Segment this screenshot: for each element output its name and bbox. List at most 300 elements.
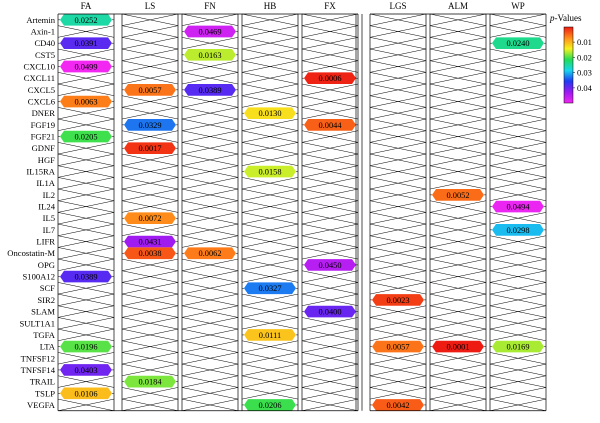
- heatmap-cell-empty: [370, 247, 426, 259]
- heatmap-cell-empty: [430, 84, 486, 96]
- heatmap-cell-empty: [490, 271, 546, 283]
- heatmap-cell-empty: [370, 96, 426, 108]
- row-label: Axin-1: [30, 26, 55, 37]
- heatmap-cell-empty: [370, 49, 426, 61]
- row-label: IL2: [42, 189, 55, 200]
- row-label: TNFSF12: [20, 353, 55, 364]
- heatmap-cell-empty: [302, 247, 358, 259]
- column-label-alm: ALM: [448, 1, 468, 11]
- heatmap-cell-empty: [122, 224, 178, 236]
- heatmap-cell-empty: [490, 72, 546, 84]
- heatmap-cell-empty: [182, 201, 238, 213]
- heatmap-cell-empty: [302, 107, 358, 119]
- heatmap-cell-empty: [302, 212, 358, 224]
- heatmap-cell-empty: [430, 37, 486, 49]
- heatmap-cell-empty: [58, 212, 114, 224]
- row-label: CST5: [34, 49, 55, 60]
- heatmap-cell-empty: [302, 84, 358, 96]
- column-labels: [81, 1, 525, 11]
- heatmap-cell-value: [302, 119, 358, 131]
- cell-value-label: 0.0006: [318, 74, 342, 84]
- heatmap-cell-empty: [302, 236, 358, 248]
- heatmap-cell-empty: [490, 142, 546, 154]
- heatmap-cell-empty: [182, 352, 238, 364]
- heatmap-cell-empty: [370, 212, 426, 224]
- heatmap-cell-empty: [58, 201, 114, 213]
- heatmap-cell-empty: [242, 376, 298, 388]
- heatmap-cell-empty: [58, 259, 114, 271]
- cell-value-label: 0.0450: [318, 260, 342, 270]
- row-label: CXCL5: [27, 84, 55, 95]
- heatmap-cell-empty: [122, 49, 178, 61]
- heatmap-cell-empty: [430, 317, 486, 329]
- row-label: SIR2: [37, 294, 55, 305]
- colorbar-legend: [549, 13, 593, 103]
- heatmap-cell-empty: [182, 341, 238, 353]
- heatmap-cell-value: [58, 96, 114, 108]
- heatmap-cell-empty: [490, 364, 546, 376]
- heatmap-cell-empty: [370, 14, 426, 26]
- cell-value-label: 0.0494: [506, 202, 530, 212]
- heatmap-cell-empty: [430, 166, 486, 178]
- heatmap-cell-empty: [242, 364, 298, 376]
- heatmap-cell-empty: [490, 154, 546, 166]
- row-label: IL7: [42, 224, 55, 235]
- heatmap-cell-empty: [430, 26, 486, 38]
- heatmap-cell-empty: [182, 399, 238, 411]
- heatmap-cell-empty: [490, 306, 546, 318]
- heatmap-cell-empty: [370, 201, 426, 213]
- heatmap-cell-value: [182, 247, 238, 259]
- colorbar-tick-label: 0.02: [577, 52, 592, 63]
- heatmap-cell-empty: [182, 96, 238, 108]
- heatmap-cell-empty: [370, 84, 426, 96]
- heatmap-cell-value: [490, 201, 546, 213]
- heatmap-cell-empty: [242, 142, 298, 154]
- heatmap-cell-empty: [182, 306, 238, 318]
- heatmap-cell-empty: [302, 189, 358, 201]
- heatmap-cell-empty: [430, 306, 486, 318]
- heatmap-cell-empty: [370, 142, 426, 154]
- heatmap-cell-empty: [490, 282, 546, 294]
- cell-value-label: 0.0063: [74, 97, 98, 107]
- heatmap-cell-value: [430, 189, 486, 201]
- cell-value-label: 0.0205: [74, 132, 98, 142]
- heatmap-cell-value: [182, 49, 238, 61]
- heatmap-cell-empty: [490, 317, 546, 329]
- heatmap-cell-empty: [242, 49, 298, 61]
- column-label-fa: FA: [80, 1, 92, 11]
- heatmap-cell-empty: [122, 201, 178, 213]
- heatmap-cell-empty: [302, 294, 358, 306]
- heatmap-cell-empty: [182, 259, 238, 271]
- row-label: IL5: [42, 213, 55, 224]
- row-label: CXCL6: [27, 96, 55, 107]
- heatmap-cell-empty: [302, 154, 358, 166]
- heatmap-cell-empty: [430, 247, 486, 259]
- row-label: GDNF: [31, 143, 55, 154]
- heatmap-cell-empty: [490, 212, 546, 224]
- cell-value-label: 0.0017: [138, 144, 162, 154]
- heatmap-cell-empty: [58, 399, 114, 411]
- cell-value-label: 0.0163: [198, 50, 222, 60]
- row-label: FGF21: [30, 131, 55, 142]
- heatmap-cell-empty: [370, 72, 426, 84]
- heatmap-cell-empty: [182, 119, 238, 131]
- heatmap-cell-empty: [58, 329, 114, 341]
- heatmap-cell-empty: [122, 37, 178, 49]
- heatmap-cell-empty: [122, 341, 178, 353]
- row-label: Artemin: [26, 14, 55, 25]
- heatmap-cell-empty: [58, 26, 114, 38]
- heatmap-cell-value: [242, 329, 298, 341]
- heatmap-cell-empty: [430, 259, 486, 271]
- heatmap-cell-empty: [122, 26, 178, 38]
- heatmap-cell-empty: [490, 247, 546, 259]
- row-label: DNER: [31, 108, 55, 119]
- heatmap-cell-empty: [302, 341, 358, 353]
- heatmap-cell-empty: [122, 166, 178, 178]
- heatmap-cell-empty: [58, 142, 114, 154]
- heatmap-cell-empty: [370, 306, 426, 318]
- heatmap-cell-empty: [182, 72, 238, 84]
- heatmap-cell-empty: [490, 96, 546, 108]
- heatmap-cell-empty: [122, 306, 178, 318]
- row-label: TNFSF14: [20, 364, 55, 375]
- heatmap-cell-empty: [122, 107, 178, 119]
- heatmap-cell-empty: [182, 131, 238, 143]
- heatmap-cell-empty: [242, 37, 298, 49]
- cell-value-label: 0.0389: [74, 272, 98, 282]
- heatmap-cell-empty: [302, 14, 358, 26]
- heatmap-cell-empty: [242, 177, 298, 189]
- heatmap-cell-empty: [490, 236, 546, 248]
- heatmap-cell-value: [370, 399, 426, 411]
- row-label: S100A12: [22, 271, 55, 282]
- cell-value-label: 0.0206: [258, 400, 282, 410]
- heatmap-cell-empty: [182, 236, 238, 248]
- row-label: VEGFA: [26, 399, 55, 410]
- heatmap-cell-empty: [430, 14, 486, 26]
- heatmap-cell-value: [490, 37, 546, 49]
- cell-value-label: 0.0431: [138, 237, 162, 247]
- heatmap-cell-empty: [490, 259, 546, 271]
- heatmap-cell-empty: [370, 329, 426, 341]
- heatmap-cell-empty: [58, 72, 114, 84]
- heatmap-cell-empty: [182, 166, 238, 178]
- heatmap-cell-empty: [490, 107, 546, 119]
- heatmap-cell-empty: [122, 282, 178, 294]
- heatmap-cell-empty: [490, 61, 546, 73]
- heatmap-cell-empty: [430, 107, 486, 119]
- heatmap-cell-empty: [58, 154, 114, 166]
- heatmap-cell-empty: [58, 282, 114, 294]
- cell-value-label: 0.0240: [506, 39, 530, 49]
- heatmap-cell-empty: [490, 376, 546, 388]
- heatmap-cell-empty: [370, 352, 426, 364]
- heatmap-cell-empty: [58, 177, 114, 189]
- heatmap-grid: [58, 14, 546, 411]
- heatmap-cell-value: [122, 236, 178, 248]
- heatmap-cell-empty: [182, 177, 238, 189]
- heatmap-cell-empty: [302, 177, 358, 189]
- cell-value-label: 0.0469: [198, 27, 222, 37]
- heatmap-cell-empty: [182, 317, 238, 329]
- heatmap-cell-empty: [302, 131, 358, 143]
- cell-value-label: 0.0499: [74, 62, 98, 72]
- colorbar-tick-label: 0.04: [577, 82, 592, 93]
- cell-value-label: 0.0062: [198, 249, 222, 259]
- heatmap-cell-value: [242, 107, 298, 119]
- heatmap-cell-empty: [302, 376, 358, 388]
- heatmap-cell-empty: [370, 376, 426, 388]
- heatmap-cell-empty: [122, 96, 178, 108]
- heatmap-cell-empty: [370, 119, 426, 131]
- heatmap-cell-empty: [370, 387, 426, 399]
- heatmap-cell-empty: [122, 364, 178, 376]
- heatmap-cell-empty: [242, 387, 298, 399]
- heatmap-cell-empty: [58, 84, 114, 96]
- cell-value-label: 0.0252: [74, 15, 98, 25]
- heatmap-cell-empty: [430, 212, 486, 224]
- heatmap-cell-empty: [370, 271, 426, 283]
- heatmap-cell-empty: [58, 306, 114, 318]
- heatmap-cell-empty: [58, 224, 114, 236]
- row-label: IL1A: [36, 178, 55, 189]
- row-label: HGF: [37, 154, 55, 165]
- cell-value-label: 0.0038: [138, 249, 162, 259]
- cell-value-label: 0.0403: [74, 365, 98, 375]
- heatmap-cell-empty: [302, 61, 358, 73]
- row-label: CD40: [34, 38, 55, 49]
- heatmap-cell-empty: [182, 224, 238, 236]
- cell-value-label: 0.0327: [258, 284, 282, 294]
- heatmap-cell-value: [122, 84, 178, 96]
- cell-value-label: 0.0042: [386, 400, 410, 410]
- heatmap-cell-value: [122, 376, 178, 388]
- heatmap-cell-empty: [182, 142, 238, 154]
- heatmap-cell-empty: [490, 352, 546, 364]
- row-labels: [7, 15, 56, 410]
- heatmap-cell-empty: [122, 72, 178, 84]
- heatmap-cell-empty: [242, 154, 298, 166]
- heatmap-cell-empty: [370, 61, 426, 73]
- heatmap-cell-value: [58, 364, 114, 376]
- heatmap-cell-empty: [242, 352, 298, 364]
- heatmap-cell-empty: [242, 247, 298, 259]
- heatmap-cell-empty: [430, 387, 486, 399]
- heatmap-cell-empty: [370, 37, 426, 49]
- heatmap-cell-empty: [242, 72, 298, 84]
- heatmap-cell-empty: [430, 352, 486, 364]
- heatmap-cell-empty: [430, 294, 486, 306]
- column-label-hb: HB: [263, 1, 277, 11]
- heatmap-cell-empty: [242, 259, 298, 271]
- heatmap-cell-empty: [58, 107, 114, 119]
- heatmap-cell-empty: [58, 166, 114, 178]
- heatmap-cell-empty: [490, 177, 546, 189]
- heatmap-cell-empty: [122, 189, 178, 201]
- heatmap-cell-value: [242, 399, 298, 411]
- heatmap-cell-empty: [302, 224, 358, 236]
- heatmap-cell-empty: [242, 96, 298, 108]
- heatmap-cell-empty: [490, 387, 546, 399]
- row-label: TSLP: [34, 388, 55, 399]
- heatmap-cell-empty: [370, 317, 426, 329]
- heatmap-cell-empty: [242, 317, 298, 329]
- heatmap-cell-empty: [302, 37, 358, 49]
- row-label: TRAIL: [29, 376, 55, 387]
- heatmap-cell-empty: [182, 37, 238, 49]
- heatmap-cell-empty: [370, 189, 426, 201]
- row-label: FGF19: [30, 119, 55, 130]
- heatmap-cell-empty: [122, 271, 178, 283]
- heatmap-cell-value: [430, 341, 486, 353]
- heatmap-cell-empty: [302, 96, 358, 108]
- heatmap-cell-value: [302, 259, 358, 271]
- heatmap-cell-value: [58, 341, 114, 353]
- heatmap-cell-empty: [370, 364, 426, 376]
- heatmap-cell-empty: [242, 14, 298, 26]
- heatmap-cell-empty: [302, 352, 358, 364]
- heatmap-cell-empty: [122, 61, 178, 73]
- row-label: CXCL11: [23, 73, 55, 84]
- column-label-fx: FX: [324, 1, 336, 11]
- heatmap-cell-value: [182, 26, 238, 38]
- heatmap-cell-empty: [302, 26, 358, 38]
- row-label: CXCL10: [23, 61, 55, 72]
- heatmap-cell-value: [302, 72, 358, 84]
- heatmap-cell-empty: [182, 61, 238, 73]
- colorbar-tick-label: 0.01: [577, 37, 592, 48]
- heatmap-cell-empty: [430, 224, 486, 236]
- heatmap-cell-empty: [370, 224, 426, 236]
- cell-value-label: 0.0158: [258, 167, 282, 177]
- heatmap-cell-empty: [430, 61, 486, 73]
- heatmap-cell-empty: [182, 271, 238, 283]
- heatmap-cell-empty: [370, 177, 426, 189]
- cell-value-label: 0.0044: [318, 120, 342, 130]
- heatmap-cell-empty: [302, 364, 358, 376]
- heatmap-cell-empty: [122, 259, 178, 271]
- heatmap-cell-empty: [370, 26, 426, 38]
- heatmap-cell-empty: [490, 14, 546, 26]
- heatmap-cell-empty: [58, 119, 114, 131]
- heatmap-cell-empty: [182, 282, 238, 294]
- heatmap-cell-empty: [430, 49, 486, 61]
- heatmap-cell-value: [58, 37, 114, 49]
- heatmap-cell-empty: [430, 376, 486, 388]
- heatmap-cell-empty: [490, 49, 546, 61]
- cell-value-label: 0.0329: [138, 120, 162, 130]
- heatmap-cell-empty: [58, 317, 114, 329]
- cell-value-label: 0.0298: [506, 225, 530, 235]
- heatmap-cell-empty: [122, 14, 178, 26]
- heatmap-cell-empty: [430, 329, 486, 341]
- heatmap-cell-empty: [430, 142, 486, 154]
- heatmap-cell-empty: [490, 399, 546, 411]
- cell-value-label: 0.0106: [74, 389, 98, 399]
- heatmap-cell-empty: [430, 399, 486, 411]
- row-label: SCF: [39, 283, 55, 294]
- heatmap-cell-empty: [242, 61, 298, 73]
- heatmap-cell-empty: [370, 131, 426, 143]
- heatmap-cell-empty: [490, 166, 546, 178]
- heatmap-cell-empty: [302, 399, 358, 411]
- row-label: SULT1A1: [19, 318, 55, 329]
- heatmap-cell-empty: [242, 131, 298, 143]
- heatmap-cell-empty: [430, 201, 486, 213]
- heatmap-cell-value: [490, 224, 546, 236]
- row-label: IL24: [38, 201, 55, 212]
- heatmap-cell-empty: [242, 119, 298, 131]
- heatmap-cell-empty: [430, 177, 486, 189]
- cell-value-label: 0.0391: [74, 39, 98, 49]
- heatmap-cell-empty: [58, 49, 114, 61]
- row-label: LTA: [39, 341, 55, 352]
- heatmap-cell-empty: [58, 189, 114, 201]
- heatmap-cell-empty: [302, 282, 358, 294]
- heatmap-cell-value: [58, 61, 114, 73]
- column-label-wp: WP: [511, 1, 525, 11]
- heatmap-cell-empty: [182, 189, 238, 201]
- heatmap-cell-empty: [302, 166, 358, 178]
- heatmap-cell-empty: [58, 247, 114, 259]
- heatmap-cell-empty: [242, 201, 298, 213]
- heatmap-cell-empty: [242, 224, 298, 236]
- row-label: OPG: [37, 259, 55, 270]
- heatmap-cell-empty: [302, 142, 358, 154]
- heatmap-cell-empty: [122, 329, 178, 341]
- heatmap-cell-value: [490, 341, 546, 353]
- heatmap-cell-empty: [370, 154, 426, 166]
- heatmap-cell-empty: [490, 119, 546, 131]
- column-label-ls: LS: [144, 1, 156, 11]
- cell-value-label: 0.0057: [138, 85, 162, 95]
- cell-value-label: 0.0072: [138, 214, 162, 224]
- cell-value-label: 0.0400: [318, 307, 342, 317]
- colorbar-gradient: [564, 27, 573, 103]
- heatmap-cell-value: [370, 341, 426, 353]
- heatmap-cell-empty: [122, 177, 178, 189]
- heatmap-cell-empty: [242, 236, 298, 248]
- heatmap-cell-empty: [242, 189, 298, 201]
- cell-value-label: 0.0169: [506, 342, 530, 352]
- heatmap-cell-empty: [242, 306, 298, 318]
- heatmap-cell-empty: [430, 271, 486, 283]
- heatmap-cell-empty: [430, 364, 486, 376]
- heatmap-cell-empty: [430, 154, 486, 166]
- heatmap-cell-empty: [242, 212, 298, 224]
- heatmap-cell-empty: [490, 329, 546, 341]
- cell-value-label: 0.0052: [446, 190, 470, 200]
- heatmap-cell-value: [58, 387, 114, 399]
- heatmap-cell-empty: [182, 294, 238, 306]
- heatmap-cell-empty: [58, 236, 114, 248]
- heatmap-cell-empty: [242, 294, 298, 306]
- cell-value-label: 0.0130: [258, 109, 282, 119]
- heatmap-cell-empty: [122, 387, 178, 399]
- heatmap-cell-empty: [302, 317, 358, 329]
- heatmap-cell-value: [182, 84, 238, 96]
- heatmap-cell-value: [242, 282, 298, 294]
- heatmap-cell-empty: [58, 376, 114, 388]
- heatmap-cell-empty: [122, 131, 178, 143]
- heatmap-cell-value: [122, 142, 178, 154]
- heatmap-cell-empty: [242, 84, 298, 96]
- heatmap-cell-empty: [122, 294, 178, 306]
- cell-value-label: 0.0001: [446, 342, 470, 352]
